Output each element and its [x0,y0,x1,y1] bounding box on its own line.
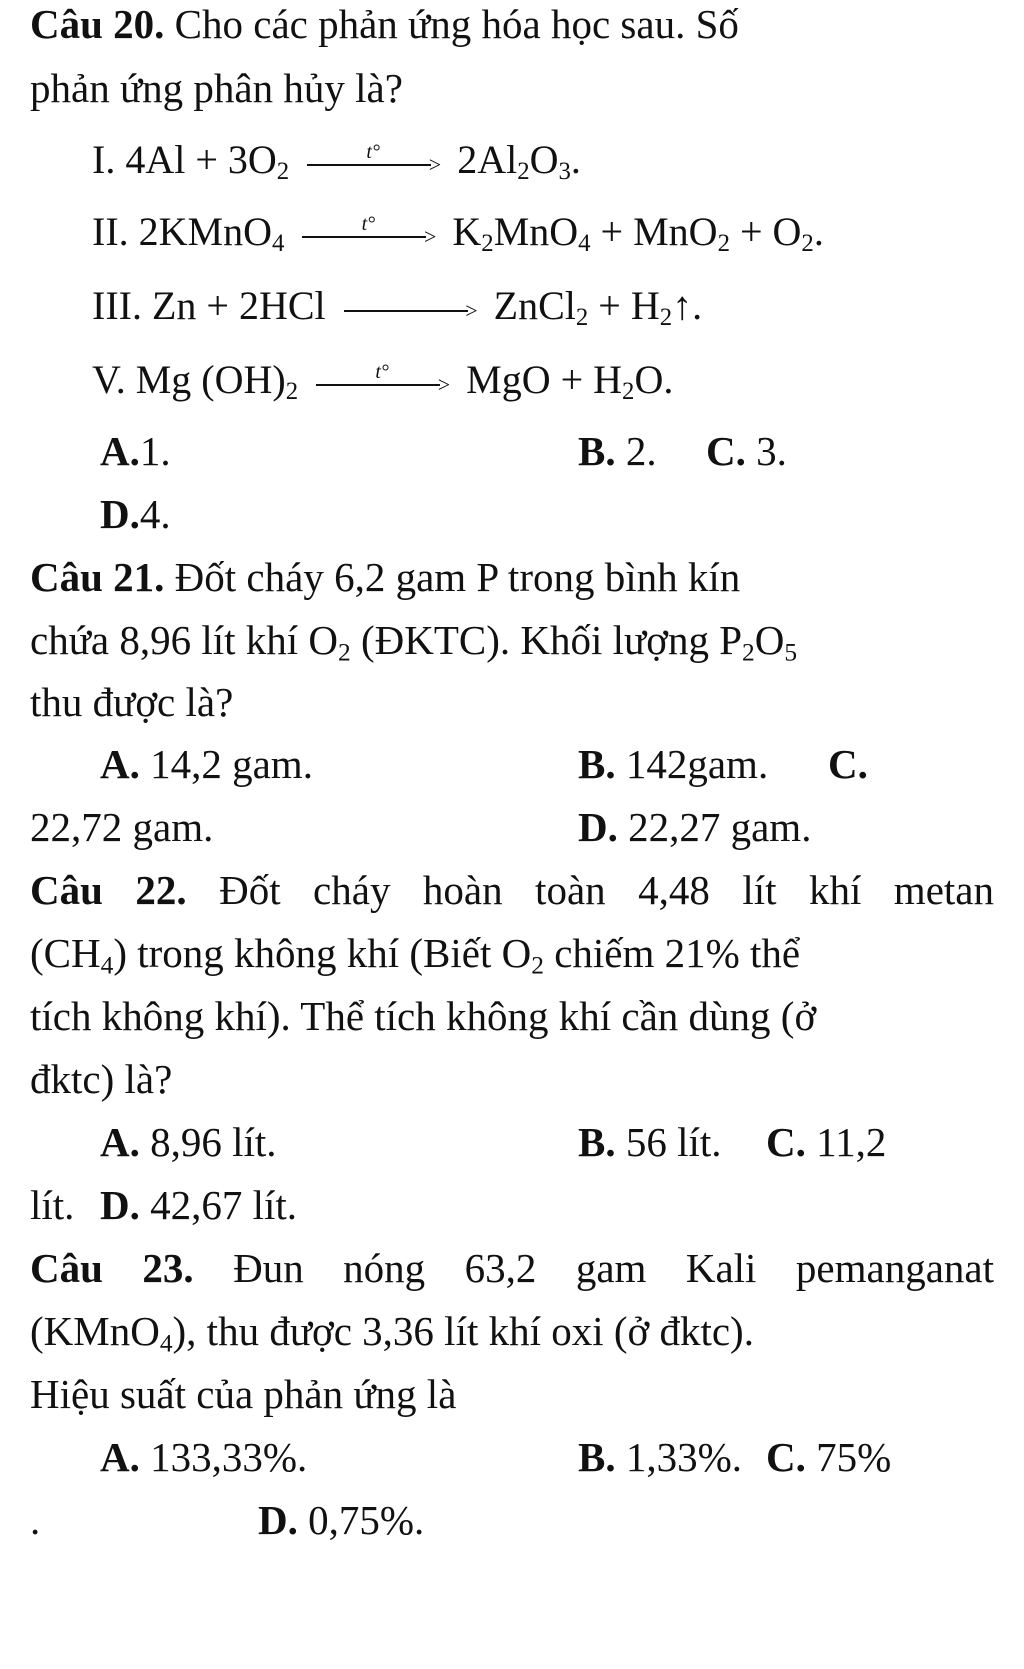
q23-dot: . [30,1497,41,1543]
answer-d-label: D. [100,1182,140,1228]
answer-a-label: A. [100,1119,140,1165]
q23-text-1: Đun nóng 63,2 gam Kali pemanganat [193,1245,994,1291]
eq3-rhs-sub1: 2 [575,304,589,332]
answer-a-label: A. [100,1434,140,1480]
eq1-rhs-mid: O [529,137,559,182]
eq4-rhs: MgO + H [466,357,623,402]
answer-d-label: D. [578,804,618,850]
eq2-number: II. [92,209,139,254]
eq2-lhs-sub: 4 [271,230,285,258]
q21-line-1 [30,553,994,601]
q22-answer-c[interactable] [766,1118,886,1166]
q23-line-1 [30,1244,994,1292]
answer-c-label: C. [766,1434,806,1480]
q21-sub-2: 2 [742,638,755,667]
q23-label: Câu 23. [30,1245,194,1291]
answer-a-text: 1. [139,428,171,474]
answer-a-text: 133,33%. [139,1434,308,1480]
q21-answer-a[interactable] [100,740,313,788]
answer-b-text: 142gam. [615,741,769,787]
eq3-rhs: ZnCl [493,283,576,328]
answer-c-text: 75% [805,1434,892,1480]
q23-line-2 [30,1307,994,1358]
q20-equation-4 [92,356,673,404]
eq2-rhs-d-sub: 2 [801,230,814,258]
q21-sub-1: 2 [338,638,351,667]
q22-answer-b[interactable] [578,1118,722,1166]
q22-label: Câu 22. [30,867,187,913]
answer-d-text: 42,67 lít. [139,1182,298,1228]
heat-condition: t° [375,360,389,383]
reaction-arrow-icon: > [340,300,480,320]
q23-text-3: Hiệu suất của phản ứng là [30,1371,457,1417]
q23-text-2a: (KMnO [30,1308,160,1354]
eq3-rhs-mid: + H [588,283,660,328]
answer-c-label: C. [766,1119,806,1165]
q21-answer-d[interactable] [578,803,811,851]
eq2-rhs-b: MnO [493,209,579,254]
answer-a-text: 8,96 lít. [139,1119,277,1165]
eq4-lhs: Mg (OH) [135,357,286,402]
reaction-arrow-icon: t° > [312,374,452,394]
q21-text-2c: O [754,617,785,663]
q22-answer-d[interactable] [100,1181,297,1229]
answer-d-text: 22,27 gam. [617,804,812,850]
q22-text-3: tích không khí). Thể tích không khí cần dùng (ở [30,993,817,1039]
answer-b-text: 1,33%. [615,1434,743,1480]
answer-b-label: B. [578,1434,616,1480]
eq2-rhs-d: + O [729,209,802,254]
q23-answer-a[interactable] [100,1433,307,1481]
eq2-rhs-c-sub: 2 [717,230,730,258]
q23-answer-b[interactable] [578,1433,742,1481]
q22-text-2c: chiếm 21% thể [543,930,801,976]
q21-label: Câu 21. [30,554,165,600]
q20-text-1: Cho các phản ứng hóa học sau. Số [164,1,739,47]
answer-d-label: D. [258,1497,298,1543]
answer-c-label: C. [828,741,868,787]
q22-text-4: đktc) là? [30,1056,173,1102]
answer-b-text: 2. [615,428,657,474]
q22-text-1: Đốt cháy hoàn toàn 4,48 lít khí metan [186,867,994,913]
q22-sub-1: 4 [100,951,114,980]
answer-d-text: 0,75%. [297,1497,425,1543]
answer-d-label: D. [100,491,140,537]
q20-equation-3 [92,282,702,330]
answer-c-label: C. [706,428,746,474]
eq4-end: O. [634,357,674,402]
q21-answer-b[interactable] [578,740,768,788]
eq1-rhs-sub2: 3 [558,158,571,186]
q22-line-1 [30,866,994,914]
eq1-rhs: 2Al [457,137,518,182]
eq1-lhs-sub: 2 [276,158,290,186]
eq4-number: V. [92,357,136,402]
q20-label: Câu 20. [30,1,165,47]
eq3-end: ↑. [672,283,703,328]
eq3-rhs-sub2: 2 [659,304,673,332]
q21-text-2b: (ĐKTC). Khối lượng P [350,617,743,663]
q21-text-2a: chứa 8,96 lít khí O [30,617,339,663]
answer-b-text: 56 lít. [615,1119,722,1165]
eq4-rhs-sub: 2 [622,378,635,406]
eq1-end: . [570,137,581,182]
q23-answer-c[interactable] [766,1433,891,1481]
q22-answer-a[interactable] [100,1118,277,1166]
heat-condition: t° [366,140,380,163]
answer-a-label: A. [100,428,140,474]
q21-text-3: thu được là? [30,679,234,725]
q20-text-2: phản ứng phân hủy là? [30,65,403,111]
q22-answer-c-cont[interactable]: lít. [30,1182,75,1228]
answer-b-label: B. [578,1119,616,1165]
answer-c-text: 3. [745,428,787,474]
q23-sub: 4 [159,1329,173,1358]
reaction-arrow-icon: t° > [303,154,443,174]
reaction-arrow-icon: t° > [298,226,438,246]
q20-equation-1 [92,136,581,184]
answer-c-text: 11,2 [805,1119,887,1165]
q20-answer-a[interactable] [100,427,171,475]
q23-text-2b: ), thu được 3,36 lít khí oxi (ở đktc). [172,1308,754,1354]
eq1-number: I. [92,137,126,182]
q20-line-1 [30,0,994,48]
eq3-number: III. [92,283,152,328]
heat-condition: t° [361,212,376,235]
q22-line-2 [30,929,994,980]
eq2-rhs-a: K [452,209,482,254]
q21-answer-c-label[interactable] [828,740,868,788]
q21-sub-3: 5 [784,638,798,667]
q20-answer-d[interactable] [100,490,171,538]
eq2-rhs-b-sub: 4 [578,230,591,258]
eq2-lhs: 2KMnO [138,209,272,254]
answer-b-label: B. [578,741,616,787]
q22-text-2a: (CH [30,930,101,976]
answer-d-text: 4. [139,491,171,537]
q20-equation-2 [92,208,824,256]
q20-answer-b[interactable] [578,427,657,475]
answer-b-label: B. [578,428,616,474]
eq2-end: . [813,209,824,254]
q21-text-1: Đốt cháy 6,2 gam P trong bình kín [164,554,741,600]
q23-answer-d[interactable] [258,1496,424,1544]
eq4-lhs-sub: 2 [285,378,299,406]
answer-a-text: 14,2 gam. [139,741,313,787]
eq1-lhs: 4Al + 3O [125,137,277,182]
answer-a-label: A. [100,741,140,787]
q20-answer-c[interactable] [706,427,787,475]
q21-answer-c-text[interactable]: 22,72 gam. [30,804,214,850]
q21-line-2 [30,616,994,667]
q22-sub-2: 2 [531,951,544,980]
q22-text-2b: ) trong không khí (Biết O [113,930,532,976]
eq2-rhs-c: + MnO [590,209,718,254]
eq1-rhs-sub1: 2 [517,158,530,186]
eq2-rhs-a-sub: 2 [481,230,494,258]
eq3-lhs: Zn + 2HCl [151,283,326,328]
